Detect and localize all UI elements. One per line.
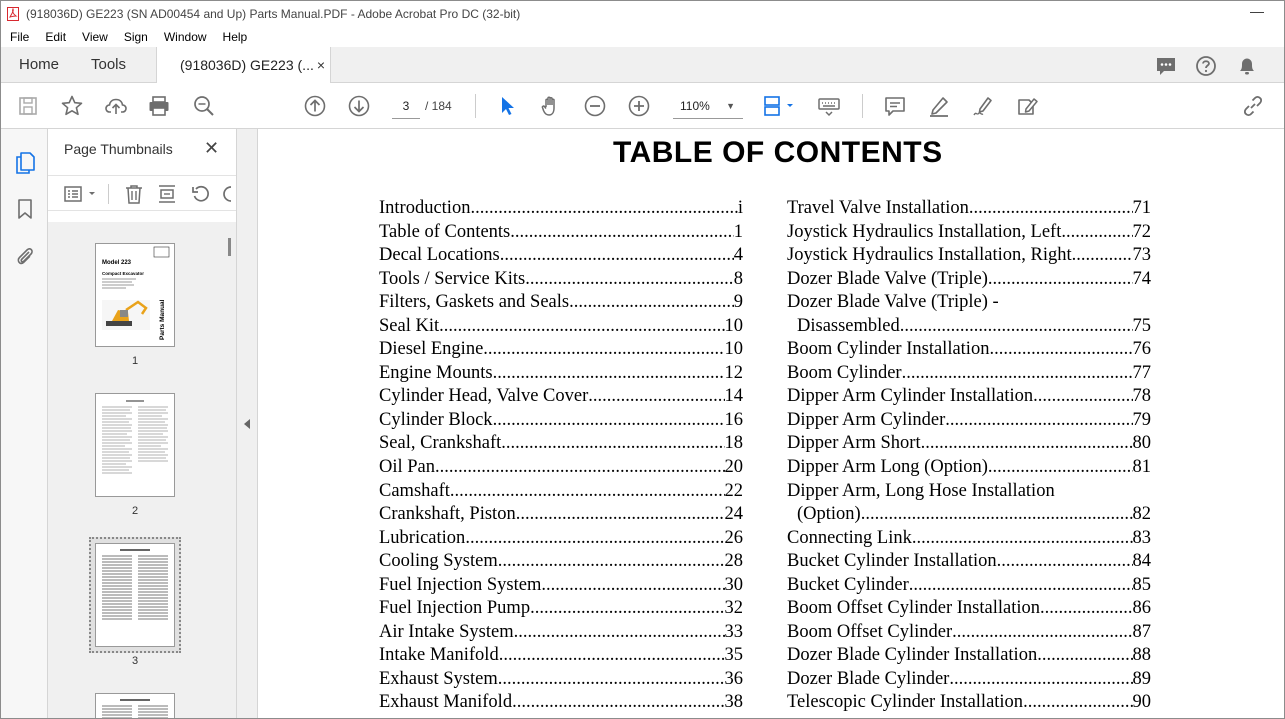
toc-entry-page: 12 (724, 362, 743, 383)
toc-entry-page: 35 (724, 645, 743, 666)
menu-sign[interactable]: Sign (123, 30, 148, 44)
toc-entry-title: Boom Offset Cylinder (787, 621, 953, 642)
toc-entry-title: Air Intake System (379, 621, 514, 642)
hand-tool-icon[interactable] (539, 94, 563, 118)
extract-pages-icon[interactable] (156, 183, 178, 205)
toc-leader-dots (921, 432, 1133, 456)
toc-entry[interactable] (379, 644, 743, 668)
toc-entry-title: Connecting Link (787, 527, 912, 548)
toc-entry-title: Fuel Injection System (379, 574, 542, 595)
save-icon[interactable] (16, 94, 40, 118)
toc-entry[interactable] (379, 385, 743, 409)
toc-entry-title: Dipper Arm Short (787, 433, 921, 454)
toc-leader-dots (1037, 644, 1132, 668)
toc-entry-page: 38 (724, 692, 743, 713)
toc-entry-title: Cylinder Block (379, 409, 493, 430)
toolbar-divider (475, 94, 476, 118)
toc-leader-dots (912, 527, 1133, 551)
main-toolbar (1, 83, 1285, 129)
toc-leader-dots (510, 221, 733, 245)
toc-leader-dots (1033, 385, 1132, 409)
toc-entry-title: Oil Pan (379, 457, 436, 478)
upload-cloud-icon[interactable] (104, 94, 128, 118)
toc-leader-dots (588, 385, 724, 409)
delete-trash-icon[interactable] (123, 183, 145, 205)
toc-entry-title: Engine Mounts (379, 362, 493, 383)
toc-left-column (379, 197, 743, 715)
toc-entry[interactable] (379, 621, 743, 645)
toc-entry-page: 90 (1132, 692, 1151, 713)
toc-entry[interactable] (379, 527, 743, 551)
page-thumbnail[interactable] (95, 393, 175, 497)
toc-entry[interactable] (787, 268, 1151, 292)
toc-entry-title: Intake Manifold (379, 645, 499, 666)
toc-entry-page: 9 (733, 292, 743, 313)
toc-entry-page: 26 (724, 527, 743, 548)
rotate-icon[interactable] (190, 183, 212, 205)
toc-entry[interactable] (379, 456, 743, 480)
toc-leader-dots (988, 456, 1133, 480)
toc-entry[interactable] (787, 385, 1151, 409)
window-title: (918036D) GE223 (SN AD00454 and Up) Parts Manual.PDF - Adobe Acrobat Pro DC (32-bit) (26, 7, 521, 21)
toc-leader-dots (1040, 597, 1133, 621)
left-navigation-rail (1, 129, 48, 719)
toc-entry[interactable] (787, 456, 1151, 480)
toc-leader-dots (493, 362, 725, 386)
toc-leader-dots (1055, 480, 1151, 504)
toc-entry-page: 89 (1132, 668, 1151, 689)
toc-entry-title: Seal Kit (379, 315, 440, 336)
page-thumbnail-selected[interactable] (95, 543, 175, 647)
chevron-down-icon: ▼ (726, 101, 735, 111)
add-comment-icon[interactable] (883, 94, 907, 118)
fill-sign-icon[interactable] (1015, 94, 1039, 118)
toc-entry[interactable] (379, 668, 743, 692)
toc-entry-page: 28 (724, 551, 743, 572)
toc-entry[interactable] (379, 409, 743, 433)
keyboard-icon[interactable] (817, 94, 841, 118)
toc-leader-dots (498, 668, 725, 692)
toc-entry[interactable] (787, 244, 1151, 268)
toc-leader-dots (989, 338, 1132, 362)
toc-leader-dots (569, 291, 734, 315)
scrollbar-thumb[interactable] (228, 238, 231, 256)
toc-entry-page: 80 (1132, 433, 1151, 454)
toc-entry[interactable] (787, 362, 1151, 386)
toc-heading: TABLE OF CONTENTS (613, 136, 943, 169)
menu-window[interactable]: Window (163, 30, 207, 44)
title-bar (1, 1, 1285, 27)
acrobat-logo-icon (7, 7, 19, 21)
page-text-preview (96, 544, 174, 646)
thumbnail-label: 2 (131, 505, 139, 517)
collapse-panel-handle[interactable] (236, 129, 258, 719)
minimize-button[interactable]: — (1250, 3, 1264, 19)
toc-entry-page: 83 (1132, 527, 1151, 548)
panel-title: Page Thumbnails (64, 141, 173, 157)
toc-entry-page: 36 (724, 668, 743, 689)
menu-bar (1, 27, 1285, 47)
draw-signature-icon[interactable] (971, 94, 995, 118)
toolbar-divider (862, 94, 863, 118)
toc-entry-title: Fuel Injection Pump (379, 598, 531, 619)
toc-entry-title: Diesel Engine (379, 339, 484, 360)
zoom-level-dropdown[interactable] (673, 93, 743, 119)
toc-entry-page: 75 (1132, 315, 1151, 336)
select-arrow-icon[interactable] (495, 94, 519, 118)
toc-entry-title: Dipper Arm Cylinder Installation (787, 386, 1034, 407)
toc-entry[interactable] (379, 480, 743, 504)
toc-entry-page: 30 (724, 574, 743, 595)
toc-leader-dots (500, 244, 734, 268)
toc-entry-page: 32 (724, 598, 743, 619)
toc-entry[interactable] (379, 268, 743, 292)
toc-entry[interactable] (379, 597, 743, 621)
toc-leader-dots (499, 644, 725, 668)
toc-entry[interactable] (787, 221, 1151, 245)
thumbnails-scrollbar[interactable] (226, 222, 236, 719)
toc-entry[interactable] (379, 221, 743, 245)
toc-entry-title: Bucket Cylinder Installation (787, 551, 997, 572)
toc-leader-dots (945, 409, 1132, 433)
toc-entry[interactable] (379, 691, 743, 715)
cover-side-text: Parts Manual (159, 299, 166, 340)
toc-entry-page: 87 (1132, 621, 1151, 642)
toc-entry-title: Dozer Blade Cylinder Installation (787, 645, 1038, 666)
toc-entry-page: 10 (724, 315, 743, 336)
toc-entry[interactable] (379, 362, 743, 386)
toc-entry[interactable] (379, 550, 743, 574)
toc-entry[interactable] (787, 574, 1151, 598)
toc-leader-dots (530, 597, 724, 621)
toc-entry[interactable] (787, 668, 1151, 692)
toc-leader-dots (470, 197, 737, 221)
toc-entry-title: Introduction (379, 198, 471, 218)
toc-entry-page: 85 (1132, 574, 1151, 595)
toc-entry-page: 78 (1132, 386, 1151, 407)
print-icon[interactable] (147, 94, 171, 118)
toc-entry-page: 86 (1132, 598, 1151, 619)
more-tools-icon[interactable] (222, 183, 232, 205)
toc-entry-title: Crankshaft, Piston (379, 504, 516, 525)
menu-view[interactable]: View (82, 30, 108, 44)
toc-leader-dots (439, 315, 724, 339)
toc-entry-page: 22 (724, 480, 743, 501)
toc-entry[interactable] (787, 691, 1151, 715)
thumbnail-label: 3 (131, 655, 139, 667)
toc-entry[interactable] (787, 291, 1151, 315)
tab-bar (1, 47, 1285, 83)
toc-entry-title: Filters, Gaskets and Seals (379, 292, 570, 313)
toc-entry[interactable] (379, 291, 743, 315)
share-link-icon[interactable] (1241, 94, 1265, 118)
toc-entry-page: 16 (724, 409, 743, 430)
toc-entry-page: 77 (1132, 362, 1151, 383)
toc-leader-dots (902, 362, 1133, 386)
zoom-in-icon[interactable] (627, 94, 651, 118)
previous-page-icon[interactable] (303, 94, 327, 118)
toc-leader-dots (988, 268, 1133, 292)
tab-home[interactable]: Home (19, 56, 60, 73)
search-zoom-icon[interactable] (192, 94, 216, 118)
toc-leader-dots (1061, 221, 1132, 245)
page-thumbnail[interactable] (95, 693, 175, 719)
thumbnail-label: 1 (131, 355, 139, 367)
bookmark-star-icon[interactable] (60, 94, 84, 118)
toc-entry[interactable] (787, 197, 1151, 221)
toc-leader-dots (861, 503, 1133, 527)
toc-entry-title: Disassembled (797, 315, 900, 336)
toc-leader-dots (450, 480, 725, 504)
toc-entry[interactable] (787, 432, 1151, 456)
menu-file[interactable]: File (10, 30, 30, 44)
toc-entry-page: i (737, 198, 743, 218)
cover-subtitle-text: Compact Excavator (102, 271, 145, 276)
thumbnails-toolbar (48, 175, 236, 211)
toc-entry-page: 20 (724, 457, 743, 478)
tab-tools[interactable]: Tools (91, 56, 127, 73)
menu-edit[interactable]: Edit (45, 30, 67, 44)
toc-entry-title: Travel Valve Installation (787, 198, 969, 218)
zoom-level-value: 110% (680, 99, 710, 113)
toc-entry-page: 1 (733, 221, 743, 242)
toc-leader-dots (999, 291, 1151, 315)
toc-entry-page: 73 (1132, 245, 1151, 266)
toc-entry[interactable] (787, 503, 1151, 527)
toc-entry-title: Cylinder Head, Valve Cover (379, 386, 589, 407)
toc-leader-dots (516, 503, 725, 527)
help-icon[interactable] (1195, 55, 1217, 77)
highlight-pen-icon[interactable] (927, 94, 951, 118)
toc-entry[interactable] (379, 503, 743, 527)
toc-entry-title: Boom Cylinder Installation (787, 339, 990, 360)
toc-entry-page: 24 (724, 504, 743, 525)
next-page-icon[interactable] (347, 94, 371, 118)
toc-entry[interactable] (379, 574, 743, 598)
tab-document[interactable] (156, 47, 331, 84)
toc-entry-page: 82 (1132, 504, 1151, 525)
close-panel-button[interactable]: ✕ (204, 138, 220, 158)
toc-leader-dots (952, 621, 1132, 645)
toc-entry-page: 8 (733, 268, 743, 289)
toc-entry-title: Dozer Blade Cylinder (787, 668, 950, 689)
toc-entry[interactable] (379, 315, 743, 339)
page-total: / 184 (425, 99, 452, 113)
toc-entry-page: 84 (1132, 551, 1151, 572)
toc-entry-title: Lubrication (379, 527, 466, 548)
toc-entry-title: Joystick Hydraulics Installation, Right (787, 245, 1072, 266)
toc-entry[interactable] (379, 432, 743, 456)
toc-entry-page: 71 (1132, 198, 1151, 218)
toc-entry[interactable] (787, 597, 1151, 621)
toc-entry-page: 14 (724, 386, 743, 407)
toc-entry-page: 81 (1132, 457, 1151, 478)
toc-leader-dots (997, 550, 1133, 574)
toc-entry-title: Exhaust System (379, 668, 498, 689)
toc-leader-dots (435, 456, 724, 480)
bookmarks-icon[interactable] (14, 197, 36, 221)
toc-entry-page: 18 (724, 433, 743, 454)
toc-entry-title: Exhaust Manifold (379, 692, 513, 713)
tab-document-label: (918036D) GE223 (... (180, 57, 314, 73)
page-text-preview (96, 694, 174, 719)
toc-entry-title: Dipper Arm Cylinder (787, 409, 946, 430)
toc-leader-dots (483, 338, 724, 362)
toc-leader-dots (512, 691, 724, 715)
toc-entry[interactable] (787, 527, 1151, 551)
notification-bell-icon[interactable] (1236, 55, 1258, 77)
toc-leader-dots (465, 527, 724, 551)
toc-entry-title: Telescopic Cylinder Installation (787, 692, 1024, 713)
toc-entry-page: 33 (724, 621, 743, 642)
document-view[interactable] (258, 129, 1285, 719)
toc-leader-dots (498, 550, 725, 574)
toc-leader-dots (501, 432, 724, 456)
toc-entry[interactable] (787, 550, 1151, 574)
toc-entry-page: 79 (1132, 409, 1151, 430)
menu-help[interactable]: Help (222, 30, 248, 44)
toc-entry-title: Table of Contents (379, 221, 511, 242)
comment-icon[interactable] (1155, 55, 1177, 77)
toc-entry-page: 74 (1132, 268, 1151, 289)
page-number-input[interactable] (392, 93, 420, 119)
toc-leader-dots (969, 197, 1133, 221)
toc-entry[interactable] (787, 644, 1151, 668)
toc-entry-title: Dozer Blade Valve (Triple) - (787, 292, 999, 313)
toc-entry-title: Joystick Hydraulics Installation, Left (787, 221, 1062, 242)
cover-page-preview (96, 244, 174, 346)
toc-entry-title: Dozer Blade Valve (Triple) (787, 268, 988, 289)
toc-entry-title: Boom Offset Cylinder Installation (787, 598, 1040, 619)
toc-leader-dots (949, 668, 1132, 692)
toc-leader-dots (900, 315, 1133, 339)
toc-leader-dots (1072, 244, 1133, 268)
toc-leader-dots (541, 574, 724, 598)
toc-entry-title: Boom Cylinder (787, 362, 902, 383)
toc-entry-page: 76 (1132, 339, 1151, 360)
toc-right-column (787, 197, 1151, 715)
toc-leader-dots (493, 409, 725, 433)
thumbnails-list (48, 222, 226, 719)
toc-entry[interactable] (379, 244, 743, 268)
toc-entry[interactable] (787, 338, 1151, 362)
toc-entry-page: 10 (724, 339, 743, 360)
toc-entry-page: 72 (1132, 221, 1151, 242)
toc-entry-page: 4 (733, 245, 743, 266)
close-tab-button[interactable]: × (316, 57, 325, 73)
toc-entry-title: Decal Locations (379, 245, 500, 266)
zoom-out-icon[interactable] (583, 94, 607, 118)
toc-entry[interactable] (787, 621, 1151, 645)
toc-entry-page: 88 (1132, 645, 1151, 666)
toc-entry-title: Dipper Arm, Long Hose Installation (787, 480, 1055, 501)
toc-leader-dots (525, 268, 734, 292)
toc-leader-dots (1023, 691, 1132, 715)
toc-entry-title: Camshaft (379, 480, 450, 501)
options-menu-icon[interactable] (64, 184, 98, 204)
toc-entry[interactable] (787, 315, 1151, 339)
toc-entry[interactable] (787, 480, 1151, 504)
page-display-icon[interactable] (761, 94, 797, 118)
chevron-left-icon (244, 419, 250, 429)
toc-entry-title: Bucket Cylinder (787, 574, 909, 595)
toc-entry[interactable] (379, 197, 743, 221)
toolbar-divider (108, 184, 109, 204)
toc-leader-dots (514, 621, 725, 645)
page-thumbnails-icon[interactable] (14, 150, 36, 174)
toc-entry[interactable] (379, 338, 743, 362)
toc-leader-dots (909, 574, 1133, 598)
toc-entry[interactable] (787, 409, 1151, 433)
page-thumbnails-panel (48, 129, 236, 719)
attachments-paperclip-icon[interactable] (14, 243, 36, 267)
toc-entry-title: Cooling System (379, 551, 498, 572)
page-text-preview (96, 394, 174, 496)
cover-model-text: Model 223 (102, 260, 132, 266)
page-thumbnail[interactable] (95, 243, 175, 347)
toc-entry-title: Dipper Arm Long (Option) (787, 457, 988, 478)
toc-entry-title: (Option) (797, 504, 861, 525)
toc-entry-title: Seal, Crankshaft (379, 433, 502, 454)
toc-entry-title: Tools / Service Kits (379, 268, 526, 289)
